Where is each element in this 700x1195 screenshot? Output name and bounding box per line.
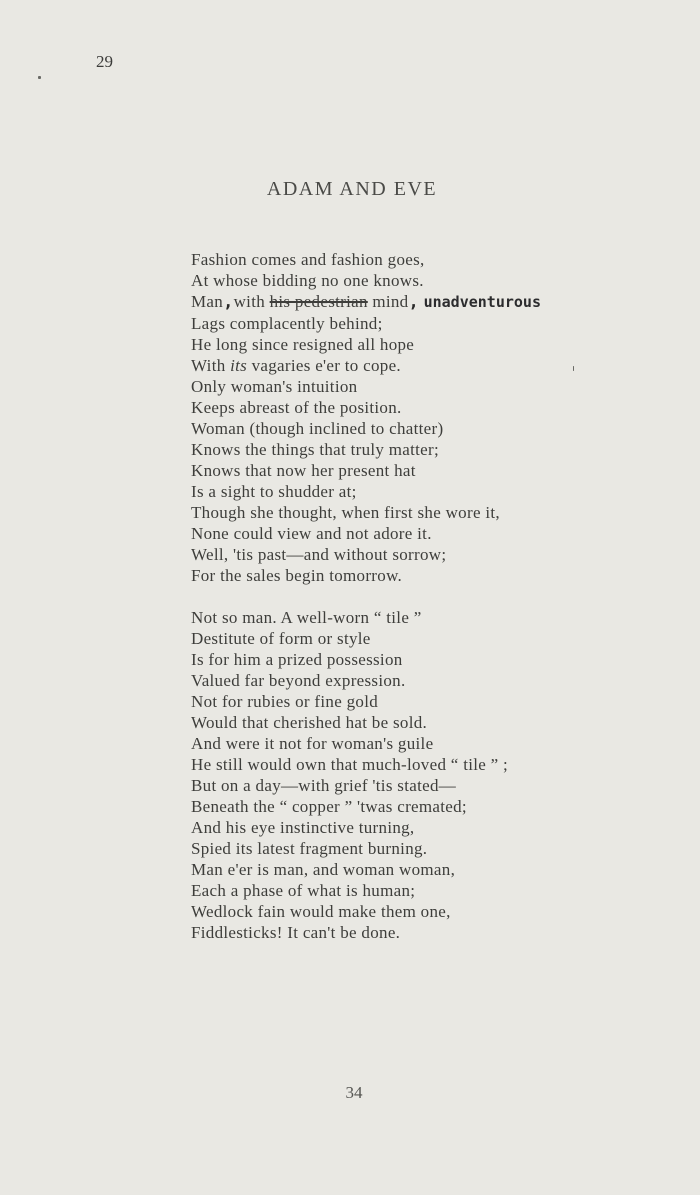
poem-line: Though she thought, when first she wore it, — [191, 503, 500, 522]
word: With — [191, 356, 226, 375]
poem-body — [191, 249, 671, 943]
word: with — [233, 292, 266, 311]
poem-line: At whose bidding no one knows. — [191, 271, 424, 290]
stanza-1 — [191, 249, 671, 586]
poem-line: But on a day—with grief 'tis stated— — [191, 776, 457, 795]
poem-line: Man e'er is man, and woman woman, — [191, 860, 456, 879]
poem-line: Fashion comes and fashion goes, — [191, 250, 425, 269]
poem-line: Not for rubies or fine gold — [191, 692, 379, 711]
printed-page-number: 34 — [345, 1083, 363, 1102]
poem-line: Knows the things that truly matter; — [191, 440, 439, 459]
poem-line: Wedlock fain would make them one, — [191, 902, 451, 921]
word: mind — [372, 292, 409, 311]
struck-through-text: his pedestrian — [269, 292, 368, 311]
poem-line: Lags complacently behind; — [191, 314, 383, 333]
poem-line: Is a sight to shudder at; — [191, 482, 357, 501]
handwritten-page-number: 29 — [96, 52, 113, 71]
typed-comma: , — [223, 292, 234, 312]
poem-line: Is for him a prized possession — [191, 650, 403, 669]
poem-line-italic-word — [191, 355, 671, 376]
poem-line: Destitute of form or style — [191, 629, 371, 648]
typed-insertion: unadventurous — [423, 293, 541, 311]
poem-line: Not so man. A well-worn “ tile ” — [191, 608, 422, 627]
poem-line: Beneath the “ copper ” 'twas cremated; — [191, 797, 467, 816]
word: Man — [191, 292, 224, 311]
poem-line: Fiddlesticks! It can't be done. — [191, 923, 401, 942]
poem-line: Only woman's intuition — [191, 377, 358, 396]
ink-speck — [38, 76, 41, 79]
poem-line: For the sales begin tomorrow. — [191, 566, 403, 585]
line-rest: vagaries e'er to cope. — [251, 356, 401, 375]
poem-line: None could view and not adore it. — [191, 524, 432, 543]
poem-line: And were it not for woman's guile — [191, 734, 434, 753]
poem-line: Valued far beyond expression. — [191, 671, 406, 690]
poem-line: He still would own that much-loved “ tile ” ; — [191, 755, 509, 774]
poem-line: Would that cherished hat be sold. — [191, 713, 428, 732]
poem-line: Keeps abreast of the position. — [191, 398, 402, 417]
italic-word: its — [230, 356, 248, 375]
poem-line: Knows that now her present hat — [191, 461, 416, 480]
poem-title: ADAM AND EVE — [266, 178, 438, 200]
poem-line: And his eye instinctive turning, — [191, 818, 415, 837]
poem-line-edited — [191, 291, 671, 313]
stanza-2 — [191, 607, 671, 943]
poem-line: Well, 'tis past—and without sorrow; — [191, 545, 447, 564]
typed-comma: , — [408, 292, 420, 312]
poem-line: Woman (though inclined to chatter) — [191, 419, 444, 438]
poem-line: Spied its latest fragment burning. — [191, 839, 428, 858]
poem-line: He long since resigned all hope — [191, 335, 415, 354]
poem-line: Each a phase of what is human; — [191, 881, 416, 900]
